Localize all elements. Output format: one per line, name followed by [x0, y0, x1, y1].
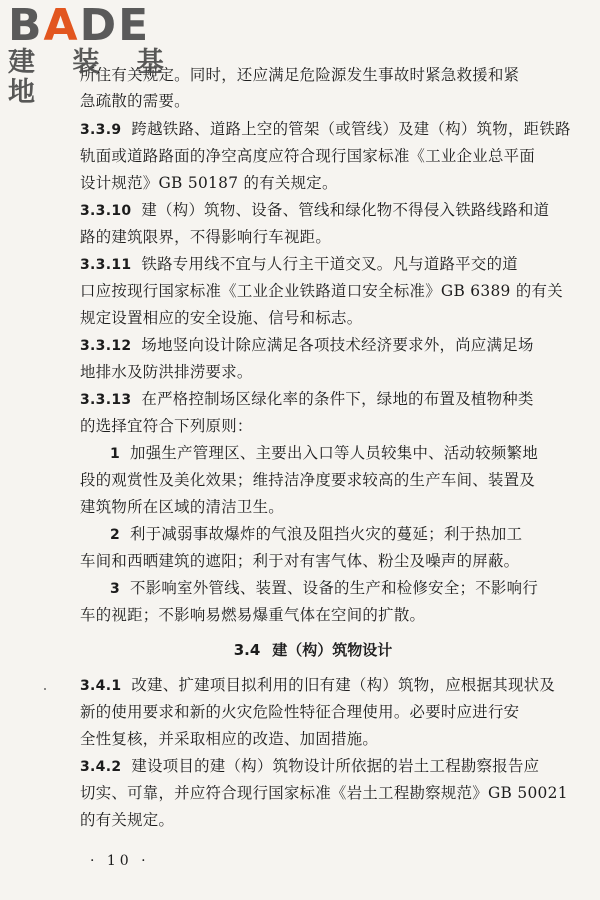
logo-chinese-text: 建 装 基 地 — [8, 47, 178, 108]
text-line: 建筑物所在区域的清洁卫生。 — [80, 498, 284, 516]
text-line: 的有关规定。 — [80, 811, 175, 829]
clause-3-4-1 — [80, 675, 555, 696]
clause-3-4-2 — [80, 756, 539, 777]
text-line: 场地竖向设计除应满足各项技术经济要求外，尚应满足场 — [141, 336, 534, 354]
list-number: 1 — [110, 446, 121, 462]
clause-3-3-9 — [80, 119, 571, 140]
text-line: 轨面或道路路面的净空高度应符合现行国家标准《工业企业总平面 — [80, 147, 536, 165]
clause-number: 3.3.12 — [80, 338, 132, 354]
clause-3-3-11 — [80, 254, 518, 275]
clause-number: 3.3.13 — [80, 392, 132, 408]
text-line: 新的使用要求和新的火灾危险性特征合理使用。必要时应进行安 — [80, 703, 520, 721]
clause-number: 3.3.10 — [80, 203, 132, 219]
text-line: 在严格控制场区绿化率的条件下，绿地的布置及植物种类 — [141, 390, 534, 408]
text-line: 铁路专用线不宜与人行主干道交叉。凡与道路平交的道 — [141, 255, 518, 273]
list-item-3 — [110, 578, 538, 599]
clause-number: 3.3.11 — [80, 257, 132, 273]
clause-number: 3.4.2 — [80, 759, 122, 775]
text-line: 设计规范》GB 50187 的有关规定。 — [80, 174, 338, 192]
list-item-1 — [110, 443, 538, 464]
scan-speck — [44, 688, 46, 690]
list-item-2 — [110, 524, 522, 545]
text-line: 急疏散的需要。 — [80, 92, 190, 110]
text-line: 所住有关规定。同时，还应满足危险源发生事故时紧急救援和紧 — [80, 66, 520, 84]
text-line: 全性复核，并采取相应的改造、加固措施。 — [80, 730, 379, 748]
clause-3-3-12 — [80, 335, 534, 356]
text-line: 地排水及防洪排涝要求。 — [80, 363, 253, 381]
text-line: 建（构）筑物、设备、管线和绿化物不得侵入铁路线路和道 — [141, 201, 550, 219]
text-line: 切实、可靠，并应符合现行国家标准《岩土工程勘察规范》GB 50021 — [80, 784, 568, 802]
clause-3-3-13 — [80, 389, 534, 410]
text-line: 车的视距；不影响易燃易爆重气体在空间的扩散。 — [80, 606, 426, 624]
logo-wordmark: BADE — [8, 0, 151, 51]
text-line: 跨越铁路、道路上空的管架（或管线）及建（构）筑物，距铁路 — [131, 120, 571, 138]
text-line: 不影响室外管线、装置、设备的生产和检修安全；不影响行 — [130, 579, 539, 597]
section-heading — [80, 640, 546, 660]
text-line: 路的建筑限界，不得影响行车视距。 — [80, 228, 332, 246]
text-line: 建设项目的建（构）筑物设计所依据的岩土工程勘察报告应 — [131, 757, 540, 775]
text-line: 的选择宜符合下列原则： — [80, 417, 253, 435]
text-line: 段的观赏性及美化效果；维持洁净度要求较高的生产车间、装置及 — [80, 471, 536, 489]
section-number: 3.4 — [233, 641, 261, 659]
text-line: 加强生产管理区、主要出入口等人员较集中、活动较频繁地 — [130, 444, 539, 462]
clause-number: 3.4.1 — [80, 678, 122, 694]
text-line: 车间和西晒建筑的遮阳；利于对有害气体、粉尘及噪声的屏蔽。 — [80, 552, 520, 570]
text-line: 利于减弱事故爆炸的气浪及阻挡火灾的蔓延；利于热加工 — [130, 525, 523, 543]
page-number: · 10 · — [90, 853, 150, 869]
text-line: 口应按现行国家标准《工业企业铁路道口安全标准》GB 6389 的有关 — [80, 282, 563, 300]
clause-3-3-10 — [80, 200, 549, 221]
list-number: 2 — [110, 527, 121, 543]
text-line: 改建、扩建项目拟利用的旧有建（构）筑物，应根据其现状及 — [131, 676, 556, 694]
text-line: 规定设置相应的安全设施、信号和标志。 — [80, 309, 363, 327]
clause-number: 3.3.9 — [80, 122, 122, 138]
list-number: 3 — [110, 581, 121, 597]
section-title: 建（构）筑物设计 — [272, 641, 393, 659]
bade-watermark-logo — [8, 0, 188, 108]
